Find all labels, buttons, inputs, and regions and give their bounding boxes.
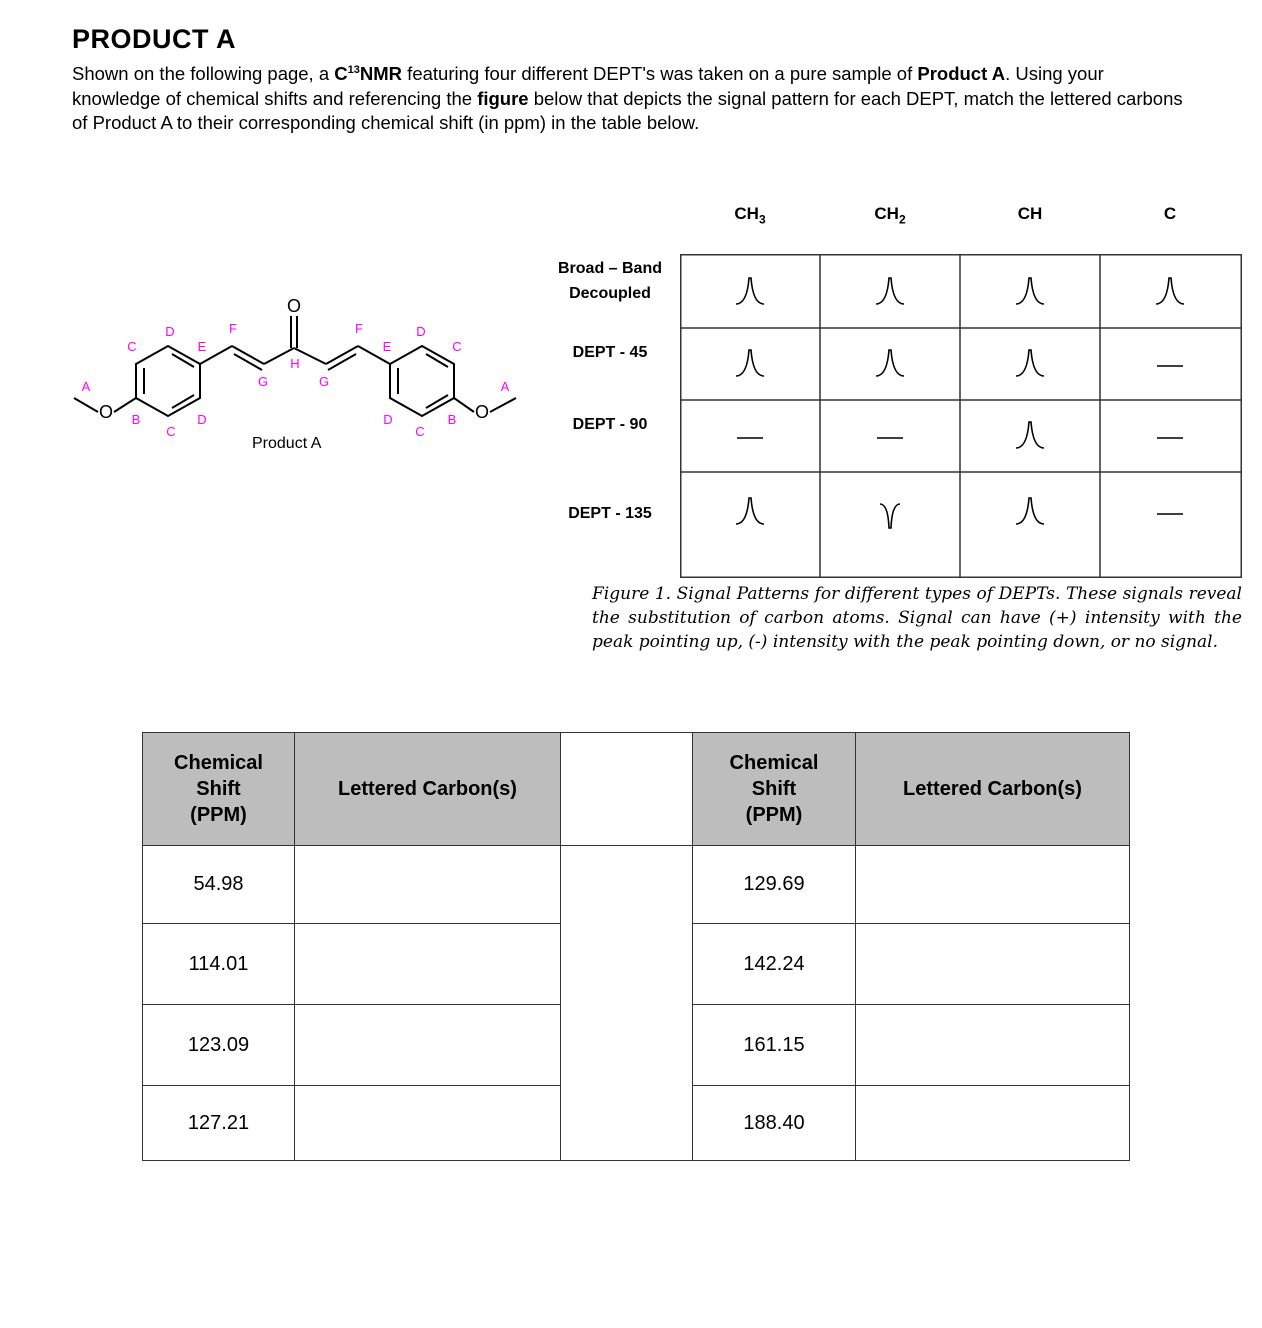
dept-col-ch3: $CH_3$	[734, 204, 766, 227]
dept-signal-up	[876, 278, 904, 304]
intro-paragraph: Shown on the following page, a $C^{13}NMR$ featuring four different DEPT's was taken on a pure sample of Product A. Using your knowledge of chemical shifts and referencing the figure below that depicts the signal pattern for each DEPT, match the lettered carbons of Product A to their corresponding chemical shift (in ppm) in the table below.	[72, 63, 1183, 134]
dept-col-c: C	[1163, 204, 1177, 223]
header-lettered-carbons-left: Lettered Carbon(s)	[295, 733, 561, 846]
shift-cell: 161.15	[693, 1005, 856, 1086]
shift-cell: 127.21	[143, 1086, 295, 1161]
shift-cell: 54.98	[143, 846, 295, 924]
dept-signal-up	[1016, 278, 1044, 304]
dept-signal-up	[1016, 498, 1044, 524]
label-e: E	[382, 339, 392, 354]
dept-col-ch: CH	[1017, 204, 1043, 223]
dept-signal-up	[1156, 278, 1184, 304]
dept-signal-grid	[680, 254, 1242, 578]
dept-signal-up	[1016, 350, 1044, 376]
dept-row-dept135: DEPT - 135	[568, 505, 652, 522]
label-c: C	[127, 339, 137, 354]
atom-o-right: O	[474, 402, 490, 422]
label-f: F	[355, 321, 363, 336]
shift-answer-table	[142, 732, 1130, 1161]
shift-cell: 142.24	[693, 924, 856, 1005]
header-chemical-shift-right: Chemical Shift (PPM)	[693, 733, 856, 846]
shift-cell: 188.40	[693, 1086, 856, 1161]
label-g: G	[318, 374, 330, 389]
carbon-answer-cell[interactable]	[295, 1086, 561, 1161]
dept-signal-down	[880, 504, 900, 528]
table-row	[143, 846, 1130, 924]
dept-signal-up	[876, 350, 904, 376]
structure-name: Product A	[252, 435, 322, 452]
header-chemical-shift-left: Chemical Shift (PPM)	[143, 733, 295, 846]
atom-o-left: O	[98, 402, 114, 422]
label-d: D	[383, 412, 393, 427]
label-b: B	[131, 412, 141, 427]
dept-signal-up	[736, 350, 764, 376]
label-h: H	[290, 356, 300, 371]
spacer-cell	[561, 846, 693, 1161]
carbon-answer-cell[interactable]	[295, 924, 561, 1005]
page-title: PRODUCT A	[72, 24, 236, 54]
label-c: C	[452, 339, 462, 354]
label-d: D	[197, 412, 207, 427]
atom-o-carbonyl: O	[286, 296, 302, 316]
dept-signal-up	[1016, 422, 1044, 448]
dept-row-dept90: DEPT - 90	[572, 416, 648, 433]
label-a: A	[81, 379, 91, 394]
label-d: D	[416, 324, 426, 339]
dept-grid-drawing	[680, 254, 1242, 578]
label-f: F	[229, 321, 237, 336]
dept-row-broad-band: Broad – Band Decoupled	[557, 260, 662, 302]
carbon-answer-cell[interactable]	[856, 1005, 1130, 1086]
figure-caption: Figure 1. Signal Patterns for different types of DEPTs. These signals reveal the substitution of carbon atoms. Signal can have (+) intensity with the peak pointing up, (-) intensity with the peak pointing down, or no signal.	[592, 584, 1242, 652]
carbon-answer-cell[interactable]	[856, 1086, 1130, 1161]
shift-cell: 114.01	[143, 924, 295, 1005]
label-d: D	[165, 324, 175, 339]
label-c: C	[166, 424, 176, 439]
dept-row-dept45: DEPT - 45	[572, 344, 648, 361]
carbon-answer-cell[interactable]	[856, 846, 1130, 924]
label-e: E	[197, 339, 207, 354]
dept-col-ch2: $CH_2$	[874, 204, 906, 227]
carbon-answer-cell[interactable]	[295, 1005, 561, 1086]
label-b: B	[447, 412, 457, 427]
carbon-answer-cell[interactable]	[295, 846, 561, 924]
header-lettered-carbons-right: Lettered Carbon(s)	[856, 733, 1130, 846]
label-c: C	[415, 424, 425, 439]
dept-signal-up	[736, 498, 764, 524]
shift-cell: 123.09	[143, 1005, 295, 1086]
label-a: A	[500, 379, 510, 394]
shift-cell: 129.69	[693, 846, 856, 924]
dept-signal-up	[736, 278, 764, 304]
label-g: G	[257, 374, 269, 389]
carbon-answer-cell[interactable]	[856, 924, 1130, 1005]
header-spacer	[561, 733, 693, 846]
